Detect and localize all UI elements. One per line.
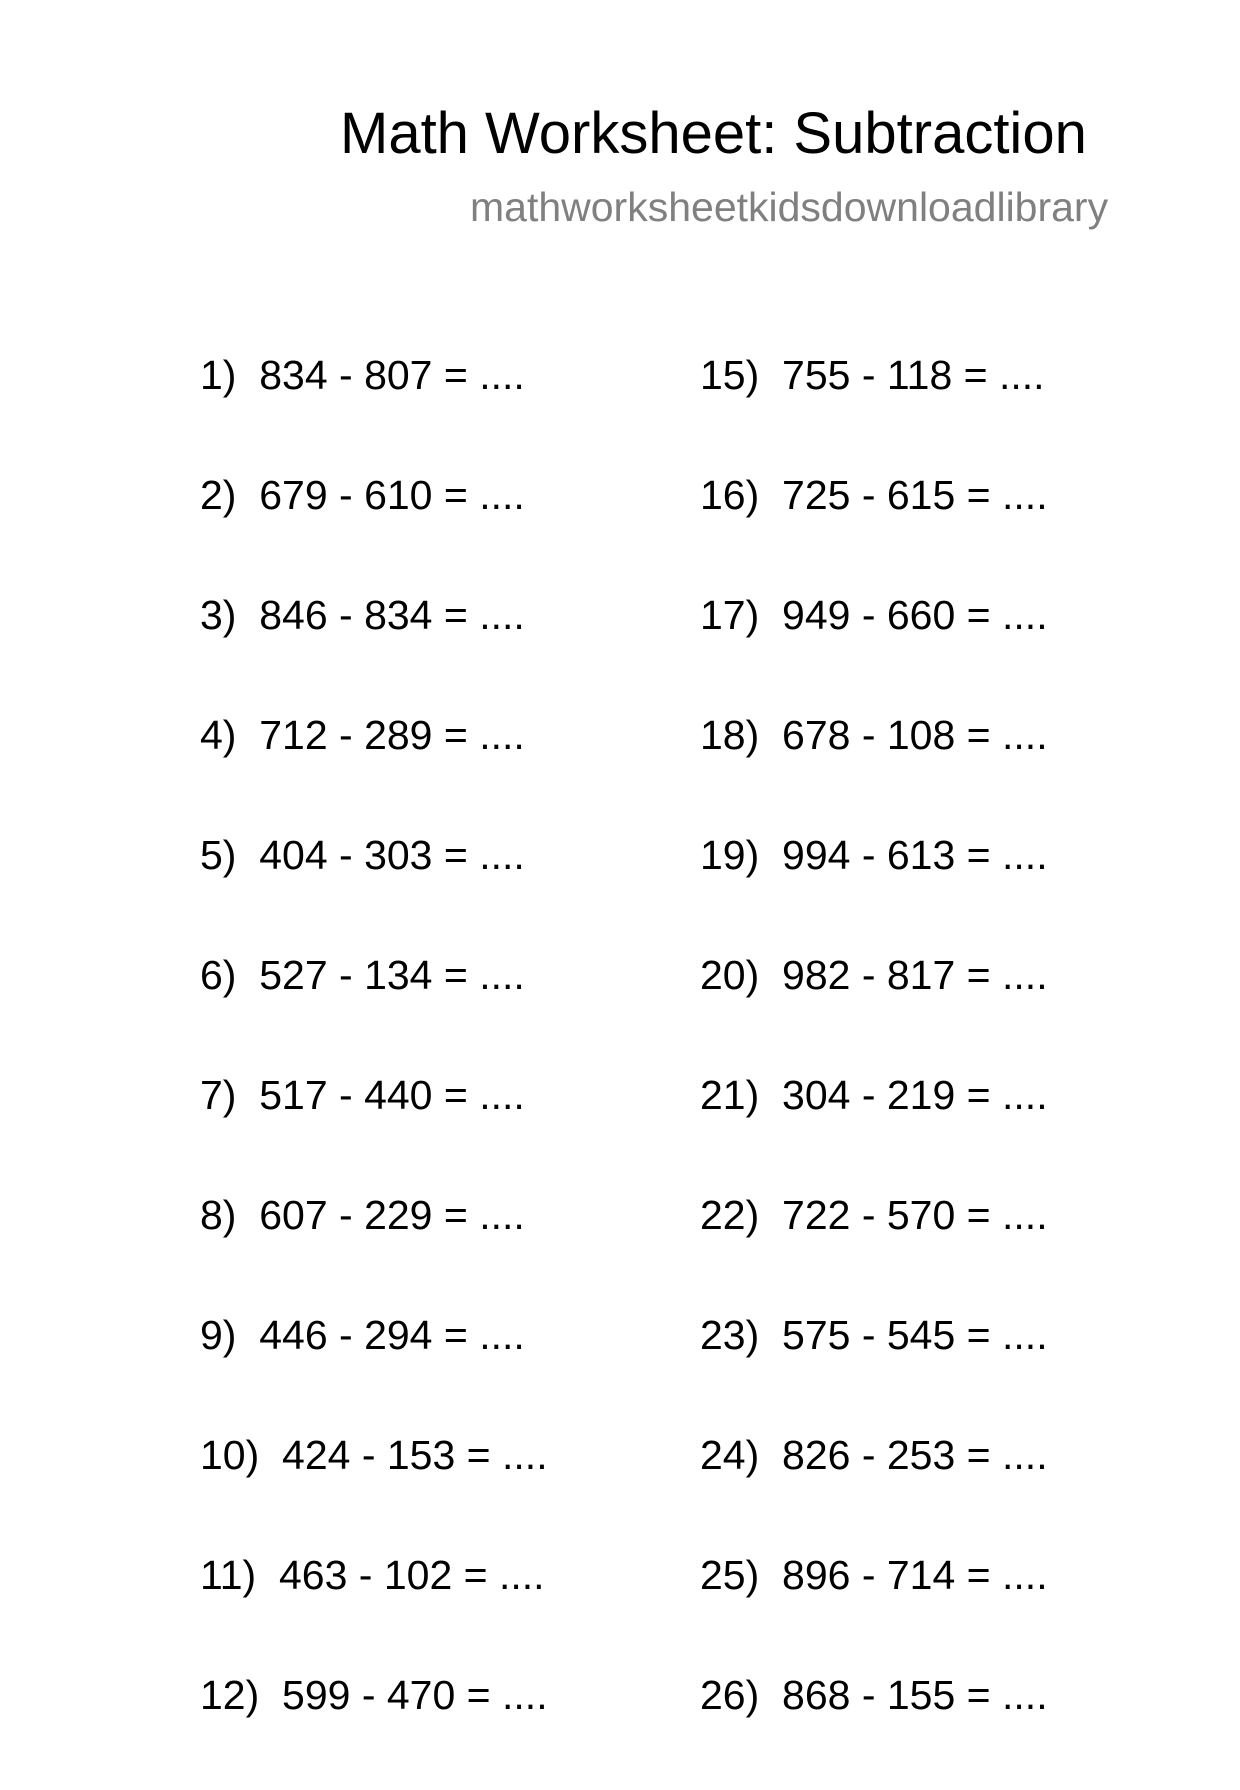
problem-25: 25) 896 - 714 = .... bbox=[700, 1552, 1048, 1598]
problem-9: 9) 446 - 294 = .... bbox=[200, 1312, 525, 1358]
problem-10: 10) 424 - 153 = .... bbox=[200, 1432, 548, 1478]
problem-18: 18) 678 - 108 = .... bbox=[700, 712, 1048, 758]
problem-21: 21) 304 - 219 = .... bbox=[700, 1072, 1048, 1118]
problem-23: 23) 575 - 545 = .... bbox=[700, 1312, 1048, 1358]
problem-3: 3) 846 - 834 = .... bbox=[200, 592, 525, 638]
problem-26: 26) 868 - 155 = .... bbox=[700, 1672, 1048, 1718]
problem-16: 16) 725 - 615 = .... bbox=[700, 472, 1048, 518]
problem-24: 24) 826 - 253 = .... bbox=[700, 1432, 1048, 1478]
problems-right-column bbox=[700, 350, 1220, 1790]
problem-20: 20) 982 - 817 = .... bbox=[700, 952, 1048, 998]
problem-19: 19) 994 - 613 = .... bbox=[700, 832, 1048, 878]
problem-22: 22) 722 - 570 = .... bbox=[700, 1192, 1048, 1238]
problem-17: 17) 949 - 660 = .... bbox=[700, 592, 1048, 638]
problem-2: 2) 679 - 610 = .... bbox=[200, 472, 525, 518]
problem-6: 6) 527 - 134 = .... bbox=[200, 952, 525, 998]
problem-11: 11) 463 - 102 = .... bbox=[200, 1552, 545, 1598]
problem-8: 8) 607 - 229 = .... bbox=[200, 1192, 525, 1238]
problem-5: 5) 404 - 303 = .... bbox=[200, 832, 525, 878]
page-subtitle: mathworksheetkidsdownloadlibrary bbox=[470, 184, 1109, 230]
problem-12: 12) 599 - 470 = .... bbox=[200, 1672, 548, 1718]
problem-1: 1) 834 - 807 = .... bbox=[200, 352, 525, 398]
problems-left-column bbox=[200, 350, 720, 1790]
page-title: Math Worksheet: Subtraction bbox=[340, 101, 1087, 166]
problem-7: 7) 517 - 440 = .... bbox=[200, 1072, 525, 1118]
problem-4: 4) 712 - 289 = .... bbox=[200, 712, 525, 758]
problem-15: 15) 755 - 118 = .... bbox=[700, 352, 1045, 398]
